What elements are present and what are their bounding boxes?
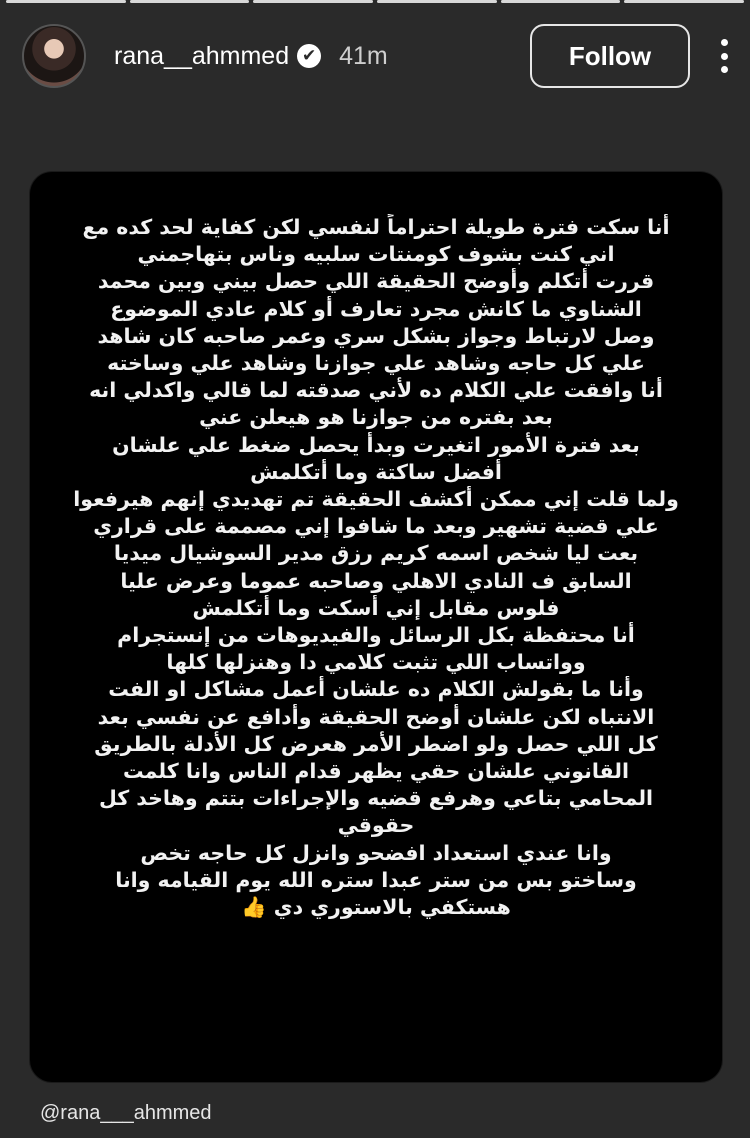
story-text <box>66 214 686 921</box>
story-text-line: بعت ليا شخص اسمه كريم رزق مدير السوشيال ميديا <box>113 541 639 566</box>
story-text-line: حقوقي <box>337 813 415 838</box>
story-text-line: القانوني علشان حقي يظهر قدام الناس وانا كلمت <box>122 759 630 784</box>
post-time: 41m <box>339 41 388 70</box>
story-text-line: قررت أتكلم وأوضح الحقيقة اللي حصل بيني وبين محمد <box>97 269 655 294</box>
story-text-line: أنا وافقت علي الكلام ده لأني صدقته لما قالي واكدلي انه <box>89 378 663 403</box>
progress-segment <box>6 0 126 3</box>
story-progress-bar <box>0 0 750 4</box>
story-text-line: كل اللي حصل ولو اضطر الأمر هعرض كل الأدلة بالطريق <box>94 731 658 756</box>
story-text-line: وصل لارتباط وجواز بشكل سري وعمر صاحبه كان شاهد <box>97 323 655 348</box>
story-text-line: علي قضية تشهير وبعد ما شافوا إني مصممة على قراري <box>93 514 659 539</box>
story-text-line: هستكفي بالاستوري دي 👍 <box>241 895 511 920</box>
more-options-icon[interactable] <box>716 36 732 76</box>
progress-segment <box>130 0 250 3</box>
follow-button[interactable]: Follow <box>530 24 690 88</box>
story-text-line: وواتساب اللي تثبت كلامي دا وهنزلها كلها <box>166 650 586 675</box>
story-text-line: السابق ف النادي الاهلي وصاحبه عموما وعرض عليا <box>120 568 632 593</box>
story-text-line: فلوس مقابل إني أسكت وما أتكلمش <box>192 595 560 620</box>
story-text-line: الشناوي ما كانش مجرد تعارف أو كلام عادي الموضوع <box>110 296 642 321</box>
progress-segment <box>624 0 744 3</box>
story-text-line: علي كل حاجه وشاهد علي جوازنا وشاهد علي وساخته <box>107 351 645 376</box>
story-text-line: اني كنت بشوف كومنتات سلبيه وناس بتهاجمني <box>137 242 615 267</box>
verified-badge-icon: ✔ <box>297 44 321 68</box>
story-text-line: بعد فترة الأمور اتغيرت وبدأ يحصل ضغط علي علشان <box>112 432 640 457</box>
username[interactable]: rana__ahmmed <box>114 41 290 70</box>
story-text-line: أنا محتفظة بكل الرسائل والفيديوهات من إنستجرام <box>117 623 635 648</box>
story-text-line: أفضل ساكتة وما أتكلمش <box>250 459 502 484</box>
progress-segment <box>501 0 621 3</box>
story-content-card <box>30 172 722 1082</box>
story-text-line: الانتباه لكن علشان أوضح الحقيقة وأدافع عن نفسي بعد <box>97 704 655 729</box>
progress-segment <box>253 0 373 3</box>
story-text-line: وأنا ما بقولش الكلام ده علشان أعمل مشاكل او الفت <box>108 677 644 702</box>
story-text-line: ولما قلت إني ممكن أكشف الحقيقة تم تهديدي إنهم هيرفعوا <box>73 487 679 512</box>
mention-tag[interactable]: @rana___ahmmed <box>40 1102 212 1124</box>
story-header <box>22 20 732 92</box>
story-text-line: وانا عندي استعداد افضحو وانزل كل حاجه تخص <box>140 840 612 865</box>
story-text-line: وساختو بس من ستر عبدا ستره الله يوم القيامه وانا <box>115 867 637 892</box>
story-text-line: بعد بفتره من جوازنا هو هيعلن عني <box>199 405 553 430</box>
avatar[interactable] <box>22 24 86 88</box>
story-text-line: المحامي بتاعي وهرفع قضيه والإجراءات بتتم وهاخد كل <box>98 786 654 811</box>
story-text-line: أنا سكت فترة طويلة احتراماً لنفسي لكن كفاية لحد كده مع <box>82 215 670 239</box>
progress-segment <box>377 0 497 3</box>
